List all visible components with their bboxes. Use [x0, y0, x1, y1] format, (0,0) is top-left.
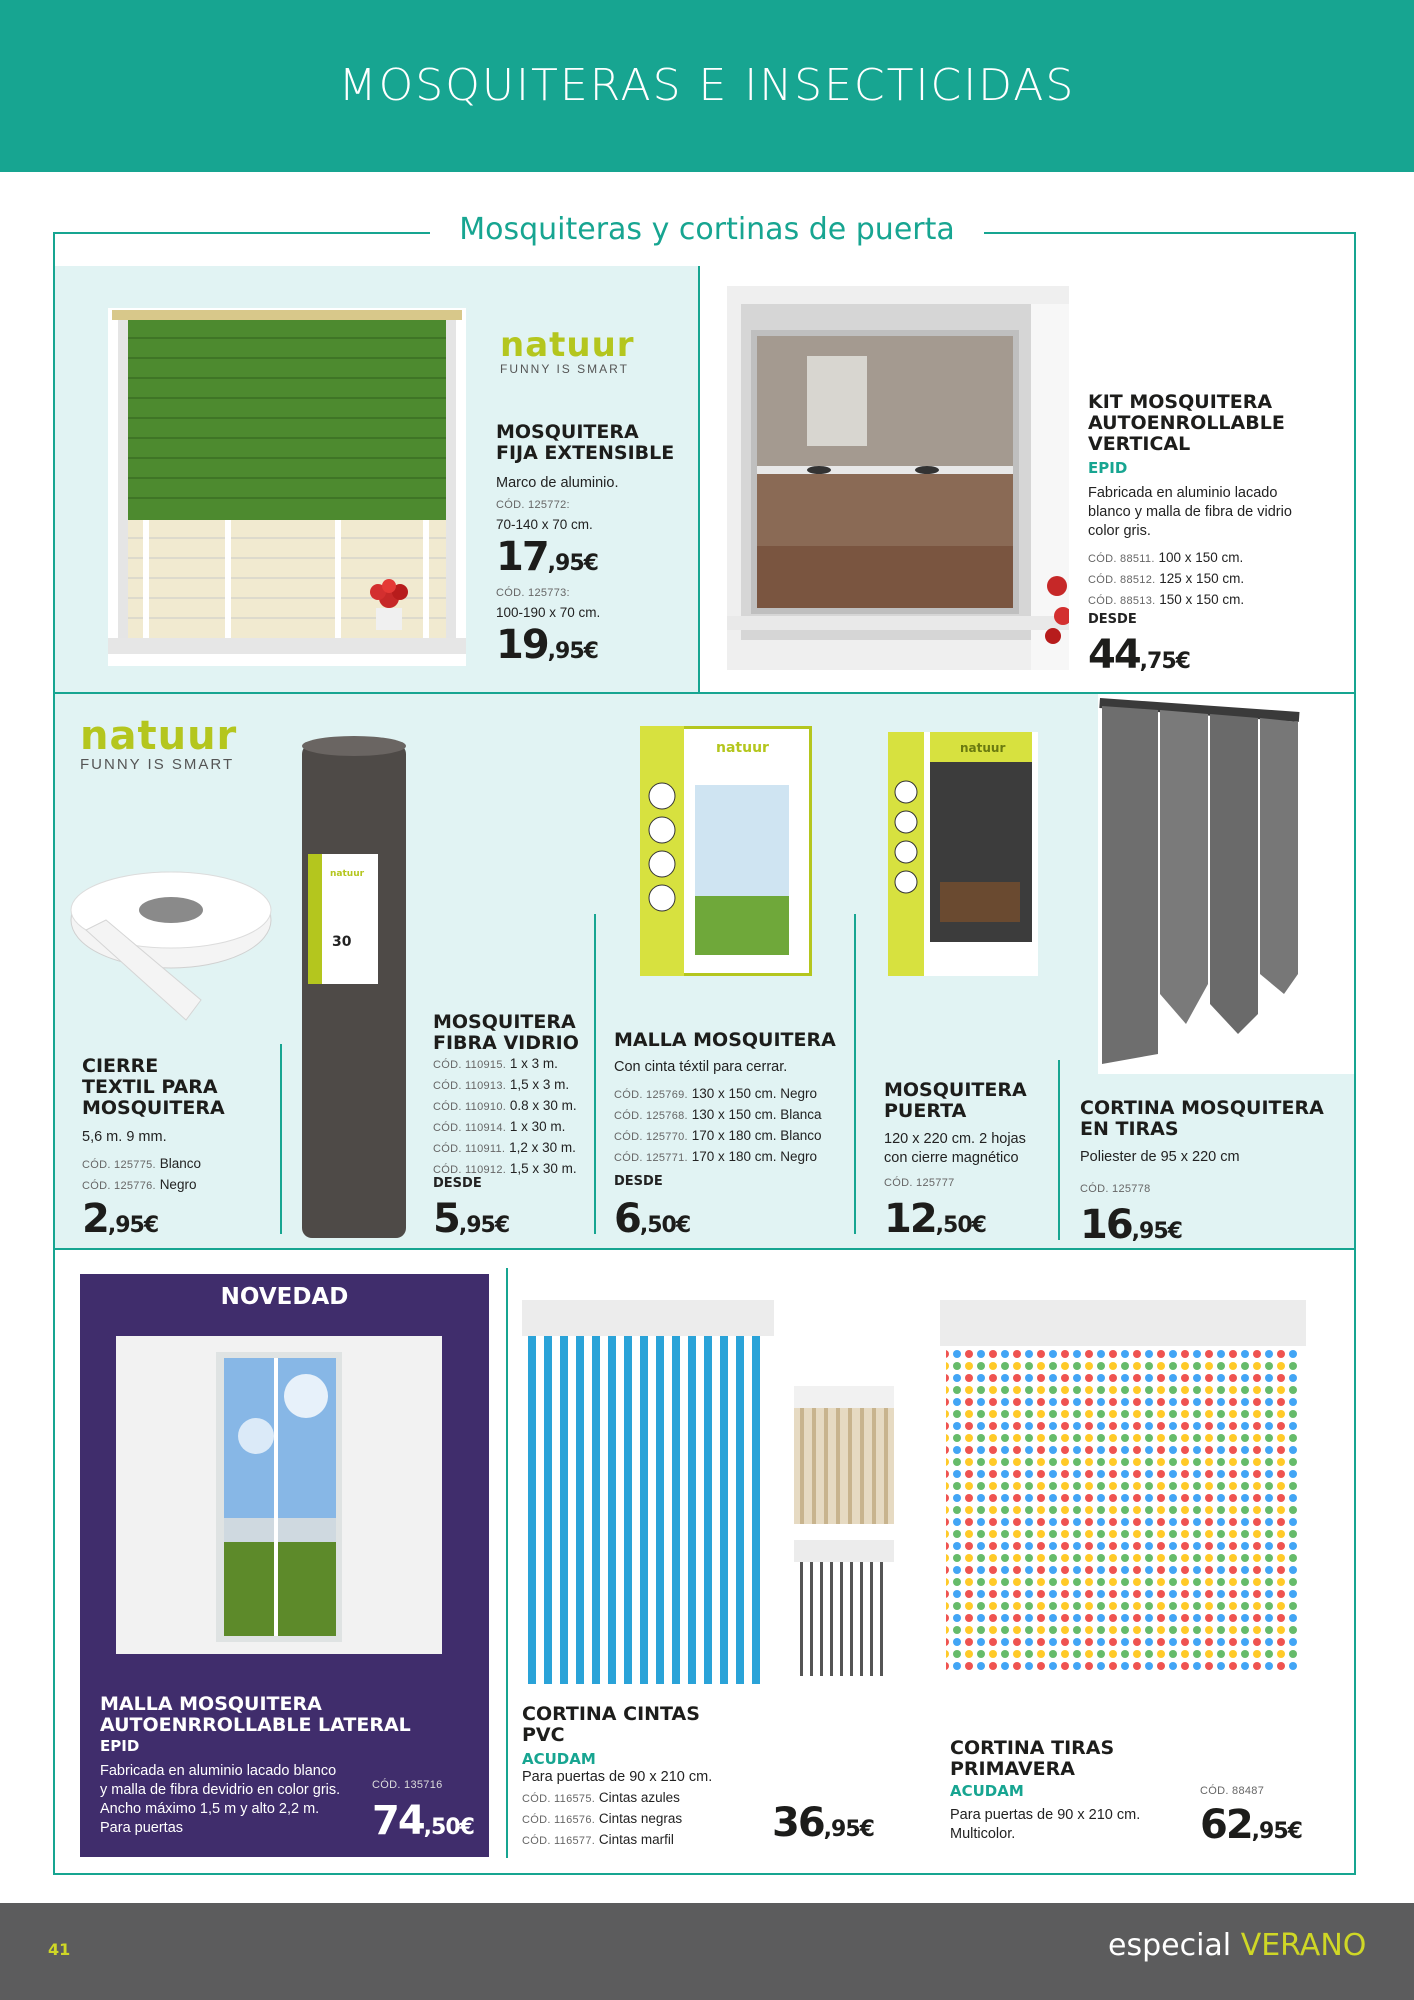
code-value: Blanco [159, 1156, 201, 1171]
lateral-code [372, 1774, 443, 1795]
pvc-marfil-image [794, 1386, 894, 1524]
fija-desc: Marco de aluminio. [496, 475, 619, 491]
svg-text:natuur: natuur [960, 741, 1006, 755]
pvc-price [772, 1800, 875, 1846]
price-dec: ,95 [547, 551, 584, 576]
strip-curtain-illustration [1098, 694, 1354, 1074]
code-row [433, 1054, 577, 1075]
code-row [614, 1084, 822, 1105]
price-int: 19 [496, 622, 548, 668]
code-label: CÓD. 125770. [614, 1131, 688, 1143]
malla-price [614, 1196, 691, 1242]
code-label: CÓD. 116577. [522, 1835, 596, 1847]
lateral-desc-line: Para puertas [100, 1820, 184, 1836]
kit-name-line: KIT MOSQUITERA [1088, 391, 1273, 413]
price-dec: ,95 [1251, 1819, 1288, 1844]
code-value: 150 x 150 cm. [1159, 592, 1245, 607]
primavera-desc-line: Multicolor. [950, 1826, 1016, 1842]
blue-strip-curtain [522, 1300, 774, 1684]
tape-roll-illustration [66, 870, 276, 1040]
tiras-name-line: EN TIRAS [1080, 1118, 1179, 1140]
fija-price-2 [496, 622, 599, 668]
primavera-desc [950, 1806, 1140, 1844]
code-row [82, 1175, 201, 1196]
lateral-image [116, 1336, 442, 1654]
primavera-desc-line: Para puertas de 90 x 210 cm. [950, 1807, 1141, 1823]
code-value: 130 x 150 cm. Blanca [691, 1107, 822, 1122]
code-value: 1,5 x 30 m. [509, 1161, 577, 1176]
code-row [433, 1138, 577, 1159]
section-title: Mosquiteras y cortinas de puerta [430, 212, 984, 247]
natuur-tagline: FUNNY IS SMART [80, 756, 235, 773]
puerta-name-line: MOSQUITERA [884, 1079, 1027, 1101]
price-currency: € [675, 1213, 692, 1238]
code-value: Negro [159, 1177, 197, 1192]
code-value: 100 x 150 cm. [1158, 550, 1244, 565]
malla-desc: Con cinta téxtil para cerrar. [614, 1059, 788, 1075]
pvc-name-line: PVC [522, 1724, 565, 1746]
ivory-strip-curtain [794, 1386, 894, 1524]
puerta-desc-line: 120 x 220 cm. 2 hojas [884, 1131, 1026, 1147]
code-value: Cintas negras [598, 1811, 683, 1826]
fibra-price [433, 1196, 510, 1242]
price-int: 5 [433, 1196, 459, 1242]
lateral-brand: EPID [100, 1737, 140, 1755]
price-dec: ,95 [823, 1817, 860, 1842]
fija-code-label: CÓD. 125772: [496, 499, 570, 511]
tiras-name [1080, 1098, 1324, 1140]
code-label: CÓD. 110911. [433, 1143, 506, 1155]
fija-size: 70-140 x 70 cm. [496, 517, 593, 532]
price-currency: € [1175, 649, 1191, 674]
code-value: 1,5 x 3 m. [509, 1077, 570, 1092]
fibra-name-line: FIBRA VIDRIO [433, 1032, 579, 1054]
fibra-image [300, 736, 412, 1240]
fija-image [108, 308, 466, 666]
kit-desc [1088, 484, 1292, 541]
price-dec: ,95 [458, 1213, 495, 1238]
kit-name [1088, 392, 1285, 455]
price-currency: € [459, 1815, 475, 1840]
malla-codes [614, 1084, 822, 1168]
code-value: 1 x 3 m. [509, 1056, 558, 1071]
cierre-name [82, 1056, 225, 1119]
lateral-name-line: AUTOENRROLLABLE LATERAL [100, 1714, 411, 1736]
price-int: 44 [1088, 632, 1140, 678]
price-dec: ,50 [935, 1213, 972, 1238]
door-mesh-package-illustration [888, 732, 1038, 976]
footer-brand-a: especial [1108, 1928, 1232, 1963]
code-row [522, 1788, 682, 1809]
tiras-price [1080, 1202, 1183, 1248]
puerta-desc [884, 1130, 1026, 1168]
code-label: CÓD. 116575. [522, 1793, 596, 1805]
puerta-code [884, 1172, 955, 1193]
pvc-brand: ACUDAM [522, 1750, 596, 1768]
lateral-name [100, 1694, 411, 1736]
kit-desc-line: blanco y malla de fibra de vidrio [1088, 504, 1292, 520]
code-value: 0.8 x 30 m. [509, 1098, 577, 1113]
price-int: 16 [1080, 1202, 1132, 1248]
fija-name-line: MOSQUITERA [496, 421, 639, 443]
kit-name-line: VERTICAL [1088, 433, 1191, 455]
code-row [614, 1147, 822, 1168]
price-dec: ,75 [1139, 649, 1176, 674]
price-currency: € [583, 551, 599, 576]
code-label: CÓD. 125769. [614, 1089, 688, 1101]
footer-brand [1108, 1928, 1366, 1963]
code-value: 1 x 30 m. [509, 1119, 566, 1134]
pvc-codes [522, 1788, 682, 1851]
code-label: CÓD. 125768. [614, 1110, 688, 1122]
lateral-name-line: MALLA MOSQUITERA [100, 1693, 322, 1715]
code-value: 1,2 x 30 m. [509, 1140, 576, 1155]
divider [594, 914, 596, 1234]
natuur-logo [80, 713, 280, 774]
mesh-roll-illustration [300, 736, 412, 1240]
code-value: 170 x 180 cm. Negro [691, 1149, 818, 1164]
code-row [614, 1105, 822, 1126]
roll-label: 30 [332, 934, 352, 950]
tiras-code [1080, 1178, 1151, 1199]
code-label: CÓD. 125776. [82, 1180, 156, 1192]
lateral-desc-line: Fabricada en aluminio lacado blanco [100, 1763, 337, 1779]
cierre-name-line: MOSQUITERA [82, 1097, 225, 1119]
divider [698, 266, 700, 692]
price-currency: € [143, 1213, 160, 1238]
code-label: CÓD. 135716 [372, 1779, 443, 1791]
mesh-package-illustration [640, 726, 812, 976]
code-row [1088, 569, 1244, 590]
fija-name [496, 422, 674, 464]
pvc-name [522, 1704, 700, 1746]
code-value: Cintas azules [598, 1790, 680, 1805]
tiras-desc: Poliester de 95 x 220 cm [1080, 1149, 1240, 1165]
lateral-desc-line: Ancho máximo 1,5 m y alto 2,2 m. [100, 1801, 320, 1817]
code-row [614, 1126, 822, 1147]
primavera-name-line: CORTINA TIRAS [950, 1737, 1115, 1759]
price-currency: € [859, 1817, 875, 1842]
primavera-name [950, 1738, 1114, 1780]
fibra-desde: DESDE [433, 1176, 482, 1191]
code-label: CÓD. 110915. [433, 1059, 507, 1071]
code-label: CÓD. 88513. [1088, 595, 1156, 607]
natuur-tagline: FUNNY IS SMART [500, 362, 629, 376]
lateral-price [372, 1798, 475, 1844]
tiras-name-line: CORTINA MOSQUITERA [1080, 1097, 1324, 1119]
code-row [433, 1096, 577, 1117]
puerta-name-line: PUERTA [884, 1100, 967, 1122]
divider [55, 1248, 1354, 1250]
price-int: 74 [372, 1798, 424, 1844]
divider [280, 1044, 282, 1234]
fija-code-2 [496, 584, 600, 622]
primavera-name-line: PRIMAVERA [950, 1758, 1075, 1780]
natuur-logo-text: natuur [500, 325, 635, 365]
fija-code-label: CÓD. 125773: [496, 587, 570, 599]
natuur-logo-text: natuur [80, 713, 238, 759]
primavera-image [940, 1300, 1306, 1672]
lateral-desc [100, 1762, 340, 1838]
cierre-price [82, 1196, 159, 1242]
price-int: 62 [1200, 1802, 1252, 1848]
price-dec: ,95 [107, 1213, 144, 1238]
divider [506, 1268, 508, 1858]
code-row [1088, 590, 1244, 611]
primavera-price [1200, 1802, 1303, 1848]
multicolor-chain-curtain [940, 1300, 1306, 1672]
price-currency: € [494, 1213, 511, 1238]
price-int: 2 [82, 1196, 108, 1242]
price-int: 12 [884, 1196, 936, 1242]
code-label: CÓD. 88511. [1088, 553, 1155, 565]
code-row [522, 1809, 682, 1830]
primavera-code [1200, 1780, 1264, 1801]
page-number: 41 [48, 1940, 71, 1959]
divider [854, 914, 856, 1234]
price-dec: ,95 [1131, 1219, 1168, 1244]
puerta-name [884, 1080, 1027, 1122]
code-label: CÓD. 125771. [614, 1152, 688, 1164]
kit-brand: EPID [1088, 459, 1128, 477]
fibra-codes [433, 1054, 577, 1180]
pvc-name-line: CORTINA CINTAS [522, 1703, 700, 1725]
svg-text:natuur: natuur [330, 869, 365, 879]
code-value: 170 x 180 cm. Blanco [691, 1128, 822, 1143]
price-currency: € [971, 1213, 987, 1238]
malla-image [640, 726, 812, 976]
puerta-image [888, 732, 1038, 976]
footer-brand-b: VERANO [1240, 1928, 1367, 1963]
code-label: CÓD. 88512. [1088, 574, 1156, 586]
cierre-desc: 5,6 m. 9 mm. [82, 1129, 167, 1145]
puerta-desc-line: con cierre magnético [884, 1150, 1019, 1166]
kit-name-line: AUTOENROLLABLE [1088, 412, 1285, 434]
code-value: 125 x 150 cm. [1159, 571, 1245, 586]
code-label: CÓD. 110910. [433, 1101, 507, 1113]
fija-price-1 [496, 534, 599, 580]
code-label: CÓD. 125775. [82, 1159, 156, 1171]
pvc-image [522, 1300, 774, 1684]
kit-image [727, 286, 1069, 670]
fija-code-1 [496, 496, 593, 534]
lateral-door-photo [116, 1336, 442, 1654]
lateral-desc-line: y malla de fibra devidrio en color gris. [100, 1782, 341, 1798]
fibra-name-line: MOSQUITERA [433, 1011, 576, 1033]
code-label: CÓD. 110913. [433, 1080, 507, 1092]
kit-price [1088, 632, 1191, 678]
cierre-codes [82, 1154, 201, 1196]
price-int: 17 [496, 534, 548, 580]
window-roller-illustration [108, 308, 466, 666]
code-label: CÓD. 110912. [433, 1164, 507, 1176]
cierre-name-line: TEXTIL PARA [82, 1076, 218, 1098]
cierre-image [66, 870, 276, 1040]
black-strip-curtain [794, 1540, 894, 1676]
code-label: CÓD. 125778 [1080, 1183, 1151, 1195]
code-label: CÓD. 110914. [433, 1122, 507, 1134]
price-currency: € [583, 639, 599, 664]
primavera-brand: ACUDAM [950, 1782, 1024, 1800]
code-label: CÓD. 88487 [1200, 1785, 1265, 1797]
price-currency: € [1287, 1819, 1303, 1844]
fibra-name [433, 1012, 579, 1054]
novedad-badge: NOVEDAD [220, 1284, 349, 1310]
kit-desc-line: Fabricada en aluminio lacado [1088, 485, 1278, 501]
code-row [433, 1117, 577, 1138]
fija-name-line: FIJA EXTENSIBLE [496, 442, 675, 464]
divider [1058, 1060, 1060, 1240]
code-label: CÓD. 116576. [522, 1814, 596, 1826]
kit-desde: DESDE [1088, 612, 1137, 627]
code-value: Cintas marfil [598, 1832, 674, 1847]
svg-text:natuur: natuur [716, 740, 769, 756]
code-row [433, 1075, 577, 1096]
pvc-desc: Para puertas de 90 x 210 cm. [522, 1769, 713, 1785]
puerta-price [884, 1196, 987, 1242]
malla-desde: DESDE [614, 1174, 663, 1189]
page-title: MOSQUITERAS E INSECTICIDAS [338, 60, 1076, 111]
code-label: CÓD. 125777 [884, 1177, 955, 1189]
kit-codes [1088, 548, 1244, 611]
code-value: 130 x 150 cm. Negro [691, 1086, 818, 1101]
price-int: 6 [614, 1196, 640, 1242]
code-row [82, 1154, 201, 1175]
price-dec: ,95 [547, 639, 584, 664]
fija-size: 100-190 x 70 cm. [496, 605, 601, 620]
price-dec: ,50 [639, 1213, 676, 1238]
price-dec: ,50 [423, 1815, 460, 1840]
cierre-name-line: CIERRE [82, 1055, 159, 1077]
pvc-negras-image [794, 1540, 894, 1676]
tiras-image [1098, 694, 1354, 1074]
kit-desc-line: color gris. [1088, 523, 1151, 539]
natuur-logo [500, 325, 660, 376]
malla-name: MALLA MOSQUITERA [614, 1029, 836, 1051]
code-row [1088, 548, 1244, 569]
price-int: 36 [772, 1800, 824, 1846]
code-row [522, 1830, 682, 1851]
sliding-window-photo [727, 286, 1069, 670]
price-currency: € [1167, 1219, 1183, 1244]
